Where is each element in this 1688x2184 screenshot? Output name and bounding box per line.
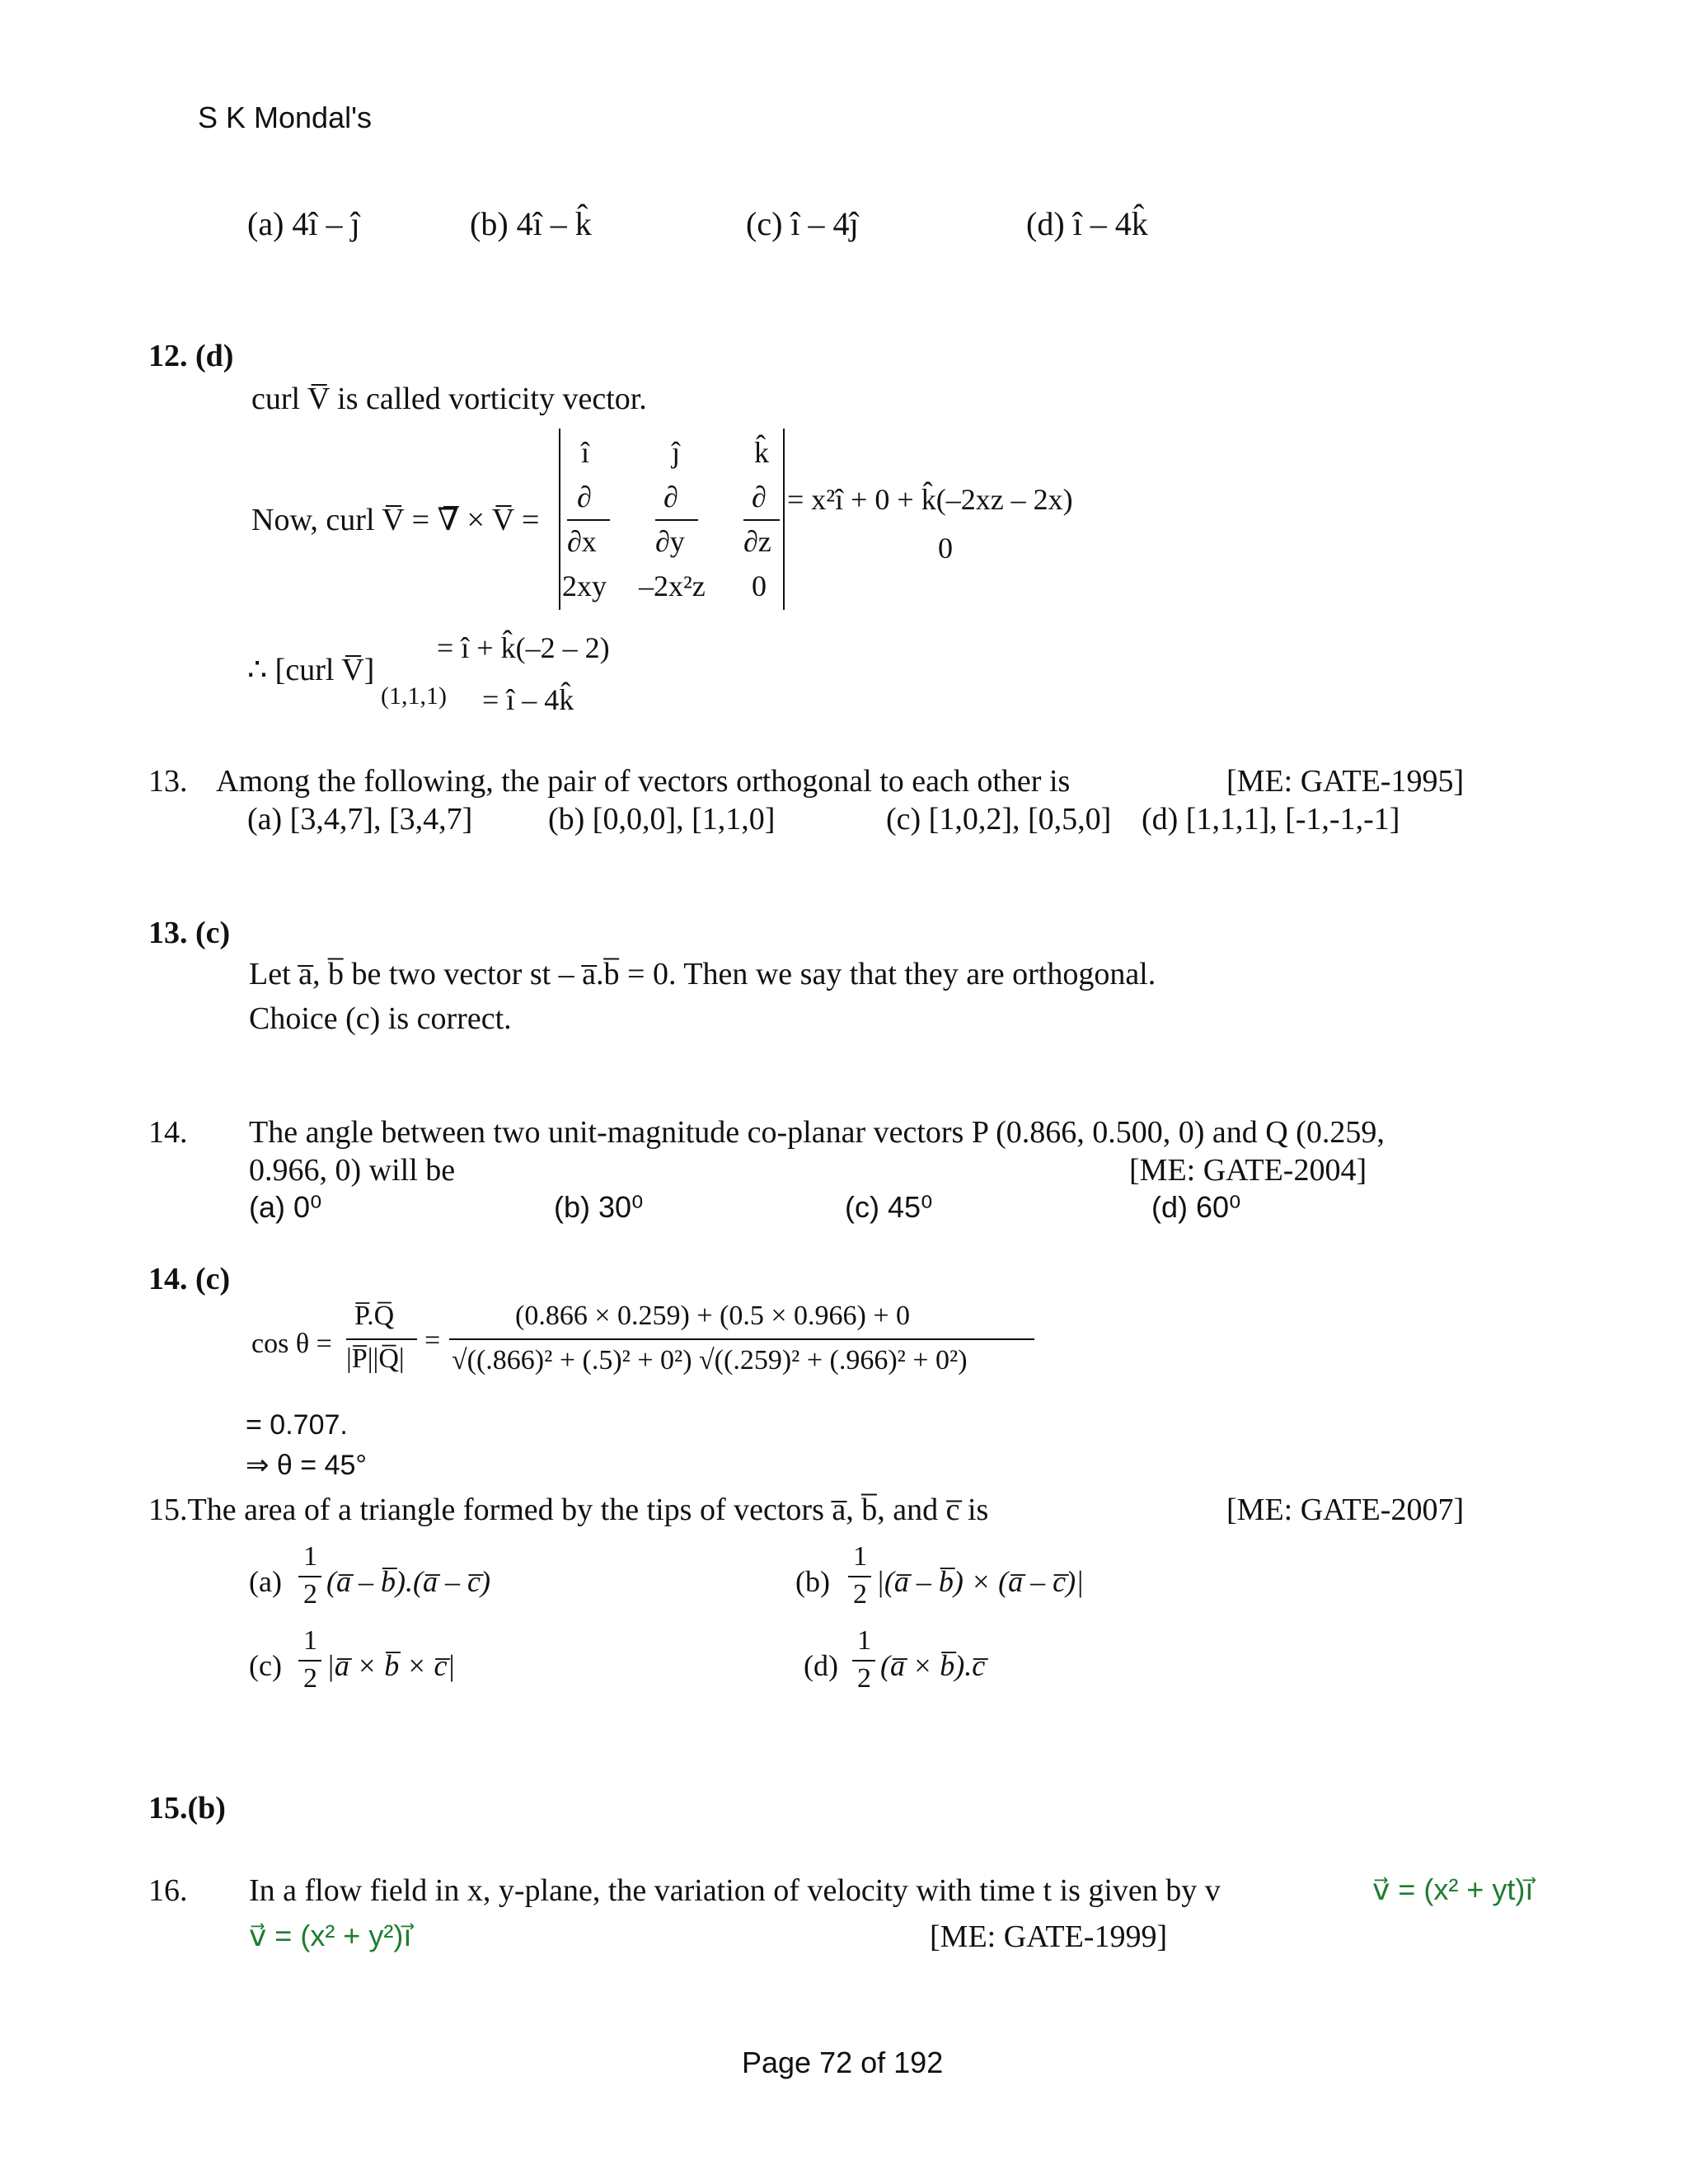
q14-number: 14. — [148, 1115, 188, 1150]
answer-14-num1: P̅.Q̅ — [354, 1301, 395, 1331]
q16-text: In a flow field in x, y-plane, the variation of velocity with time t is given by v — [249, 1873, 1221, 1908]
answer-13-line2: Choice (c) is correct. — [249, 1001, 512, 1036]
q11-option-c: (c) î – 4ĵ — [746, 205, 859, 242]
q15-option-d-expr: (a̅ × b̅).c̅ — [880, 1649, 986, 1682]
q15-option-c-label: (c) — [249, 1649, 282, 1682]
q13-option-b: (b) [0,0,0], [1,1,0] — [548, 802, 776, 837]
q13-text: Among the following, the pair of vectors orthogonal to each other is — [216, 764, 1071, 799]
q15-option-b-half-den: 2 — [853, 1579, 867, 1610]
q13-option-d: (d) [1,1,1], [-1,-1,-1] — [1142, 802, 1400, 837]
determinant-left-bar — [559, 429, 560, 610]
determinant-right-bar — [783, 429, 785, 610]
answer-12-result: = x²î + 0 + k̂(–2xz – 2x) — [787, 483, 1073, 516]
q14-line2: 0.966, 0) will be — [249, 1153, 456, 1188]
q11-option-a: (a) 4î – ĵ — [247, 205, 360, 242]
det-r2-c3-den: ∂z — [743, 525, 771, 558]
q15-option-d-half-den: 2 — [857, 1663, 871, 1694]
answer-14-result2: ⇒ θ = 45° — [246, 1450, 368, 1481]
answer-13-line1: Let a̅, b̅ be two vector st – a̅.b̅ = 0. Then we say that they are orthogonal. — [249, 957, 1156, 991]
header-author: S K Mondal's — [198, 101, 372, 134]
q15-option-c-half-den: 2 — [303, 1663, 317, 1694]
q13-option-a: (a) [3,4,7], [3,4,7] — [247, 802, 473, 837]
answer-15-label: 15.(b) — [148, 1791, 226, 1825]
det-frac-line-2 — [655, 519, 698, 521]
det-r2-c1-num: ∂ — [577, 480, 592, 513]
answer-12-line1: curl V̅ is called vorticity vector. — [251, 382, 647, 416]
det-r2-c3-num: ∂ — [752, 480, 767, 513]
q14-option-a: (a) 0⁰ — [249, 1190, 322, 1224]
q13-option-c: (c) [1,0,2], [0,5,0] — [886, 802, 1112, 837]
q15-option-d-half-num: 1 — [857, 1625, 871, 1656]
det-r2-c1-den: ∂x — [567, 525, 597, 558]
q11-option-b: (b) 4î – k̂ — [470, 205, 592, 242]
det-frac-line-1 — [567, 519, 610, 521]
det-frac-line-3 — [743, 519, 780, 521]
det-r3-c1: 2xy — [562, 569, 607, 602]
q15-option-a-half-num: 1 — [303, 1541, 317, 1572]
q15-option-c-half-line — [298, 1660, 321, 1661]
answer-12-therefore: ∴ [curl V̅] — [247, 653, 375, 687]
q15-option-a-expr: (a̅ – b̅).(a̅ – c̅) — [326, 1565, 490, 1598]
det-r2-c2-den: ∂y — [655, 525, 685, 558]
q14-source: [ME: GATE-2004] — [1129, 1153, 1367, 1188]
q16-number: 16. — [148, 1873, 188, 1908]
q14-option-d: (d) 60⁰ — [1151, 1190, 1241, 1224]
answer-13-label: 13. (c) — [148, 916, 231, 950]
q14-line1: The angle between two unit-magnitude co-planar vectors P (0.866, 0.500, 0) and Q (0.259, — [249, 1115, 1385, 1150]
q15-option-b-half-num: 1 — [853, 1541, 867, 1572]
q15-option-a-half-den: 2 — [303, 1579, 317, 1610]
q14-option-b: (b) 30⁰ — [554, 1190, 644, 1224]
q16-source: [ME: GATE-1999] — [930, 1919, 1168, 1954]
answer-14-eq: = — [424, 1325, 441, 1356]
answer-14-frac1-line — [346, 1338, 417, 1340]
q15-option-b-expr: |(a̅ – b̅) × (a̅ – c̅)| — [876, 1565, 1085, 1598]
det-r3-c3: 0 — [752, 569, 767, 602]
answer-12-subscript: (1,1,1) — [381, 682, 447, 710]
det-r1-c2: ĵ — [672, 436, 681, 469]
q15-option-b-label: (b) — [795, 1565, 830, 1598]
q15-option-a-half-line — [298, 1576, 321, 1577]
q15-option-d-label: (d) — [804, 1649, 838, 1682]
q13-source: [ME: GATE-1995] — [1226, 764, 1465, 799]
answer-12-zero: 0 — [938, 532, 953, 565]
answer-14-den1: |P̅||Q̅| — [346, 1343, 405, 1374]
answer-12-label: 12. (d) — [148, 339, 234, 373]
det-r1-c1: î — [581, 436, 590, 469]
q15-option-c-expr: |a̅ × b̅ × c̅| — [326, 1649, 456, 1682]
q16-green-eq-1: v⃗ = (x² + yt)i⃗ — [1372, 1872, 1534, 1906]
q13-number: 13. — [148, 764, 188, 799]
det-r1-c3: k̂ — [754, 436, 769, 469]
answer-14-label: 14. (c) — [148, 1262, 231, 1296]
answer-14-num2: (0.866 × 0.259) + (0.5 × 0.966) + 0 — [515, 1301, 910, 1331]
q16-green-eq-2: v⃗ = (x² + y²)i⃗ — [249, 1919, 412, 1952]
answer-14-frac2-line — [449, 1338, 1034, 1340]
q15-option-c-half-num: 1 — [303, 1625, 317, 1656]
q11-option-d: (d) î – 4k̂ — [1026, 205, 1148, 242]
answer-14-result1: = 0.707. — [246, 1409, 348, 1441]
answer-12-step2: = î – 4k̂ — [482, 683, 574, 716]
q15-source: [ME: GATE-2007] — [1226, 1493, 1465, 1527]
q15-text: 15.The area of a triangle formed by the tips of vectors a̅, b̅, and c̅ is — [148, 1493, 989, 1527]
q14-option-c: (c) 45⁰ — [845, 1190, 933, 1224]
q15-option-b-half-line — [848, 1576, 871, 1577]
answer-14-cos: cos θ = — [251, 1329, 332, 1359]
answer-12-now: Now, curl V̅ = ∇̅ × V̅ = — [251, 503, 540, 537]
det-r2-c2-num: ∂ — [663, 480, 678, 513]
answer-12-step1: = î + k̂(–2 – 2) — [437, 631, 610, 664]
det-r3-c2: –2x²z — [639, 569, 706, 602]
q15-option-a-label: (a) — [249, 1565, 282, 1598]
page-number: Page 72 of 192 — [742, 2046, 944, 2079]
q15-option-d-half-line — [852, 1660, 875, 1661]
answer-14-den2: √((.866)² + (.5)² + 0²) √((.259)² + (.966)² + 0²) — [452, 1345, 968, 1376]
